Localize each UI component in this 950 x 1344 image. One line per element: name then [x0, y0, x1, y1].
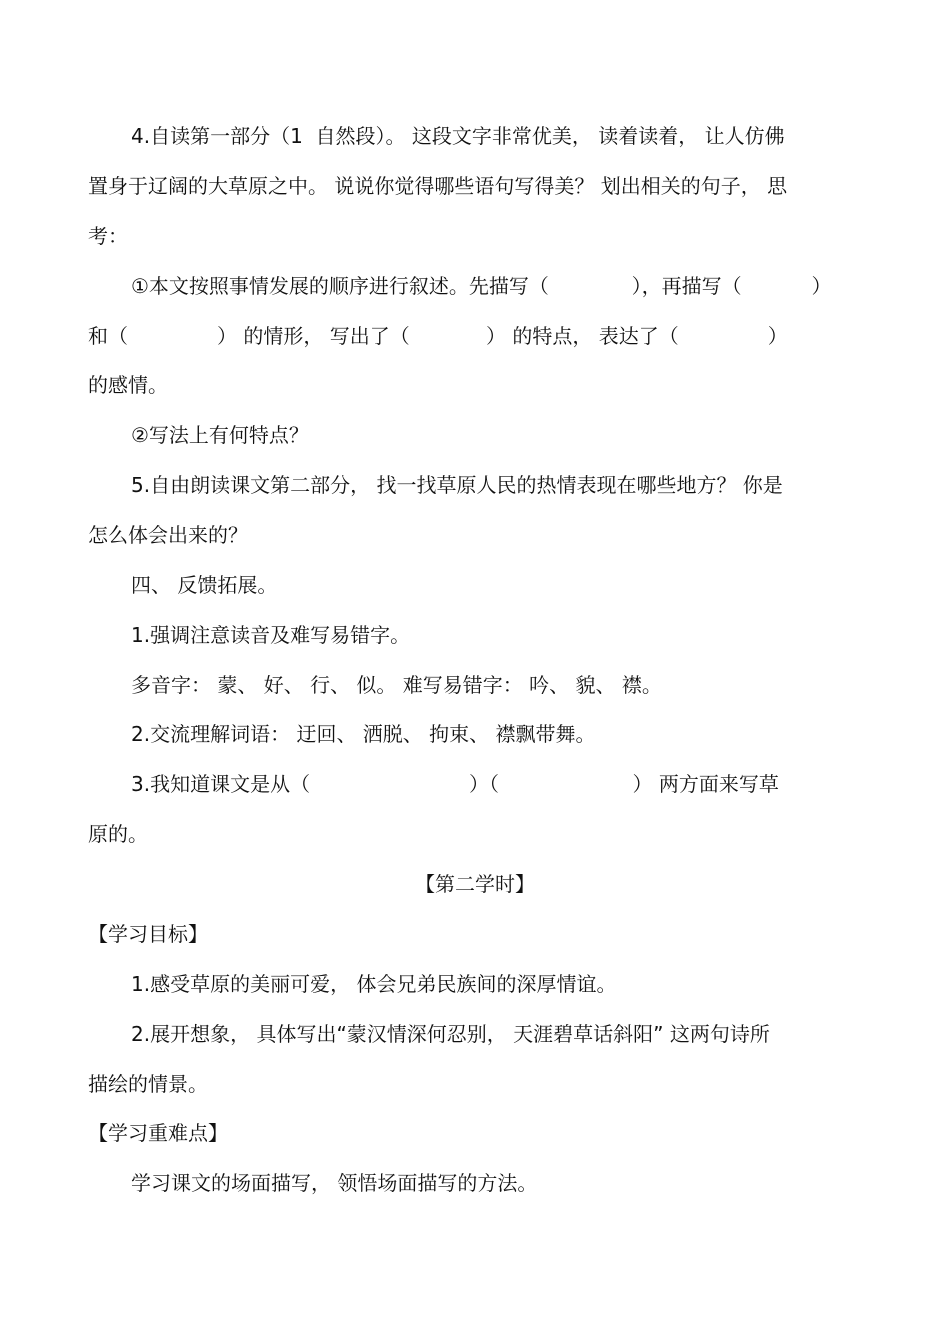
q4-line3: 考：	[88, 224, 128, 248]
q4-line1: 4.自读第一部分（1 自然段）。 这段文字非常优美， 读着读着， 让人仿佛	[131, 124, 785, 148]
goal1: 1.感受草原的美丽可爱， 体会兄弟民族间的深厚情谊。	[131, 972, 617, 996]
q5-line1: 5.自由朗读课文第二部分， 找一找草原人民的热情表现在哪些地方？ 你是	[131, 473, 783, 497]
section4-item1-detail: 多音字： 蒙、 好、 行、 似。 难写易错字： 吟、 貌、 襟。	[131, 673, 662, 697]
difficulty-text: 学习课文的场面描写， 领悟场面描写的方法。	[131, 1171, 538, 1195]
goal2-line2: 描绘的情景。	[88, 1072, 208, 1096]
goals-heading: 【学习目标】	[88, 922, 208, 946]
section4-item3-line1: 3.我知道课文是从（ ）（ ） 两方面来写草	[131, 772, 779, 796]
q4-line2: 置身于辽阔的大草原之中。 说说你觉得哪些语句写得美？ 划出相关的句子， 思	[88, 174, 788, 198]
section4-item3-line2: 原的。	[88, 822, 148, 846]
section4-item2: 2.交流理解词语： 迂回、 洒脱、 拘束、 襟飘带舞。	[131, 722, 596, 746]
q4-item1-line1: ①本文按照事情发展的顺序进行叙述。先描写（ ），再描写（ ）	[131, 274, 832, 298]
section4-heading: 四、 反馈拓展。	[131, 573, 278, 597]
q4-item1-line2: 和（ ） 的情形， 写出了（ ） 的特点， 表达了（ ）	[88, 324, 788, 348]
section4-item1: 1.强调注意读音及难写易错字。	[131, 623, 411, 647]
lesson2-title: 【第二学时】	[415, 872, 535, 896]
q5-line2: 怎么体会出来的？	[88, 523, 248, 547]
q4-item2: ②写法上有何特点？	[131, 423, 309, 447]
q4-item1-line3: 的感情。	[88, 373, 168, 397]
difficulty-heading: 【学习重难点】	[88, 1121, 228, 1145]
goal2-line1: 2.展开想象， 具体写出“蒙汉情深何忍别， 天涯碧草话斜阳” 这两句诗所	[131, 1022, 770, 1046]
